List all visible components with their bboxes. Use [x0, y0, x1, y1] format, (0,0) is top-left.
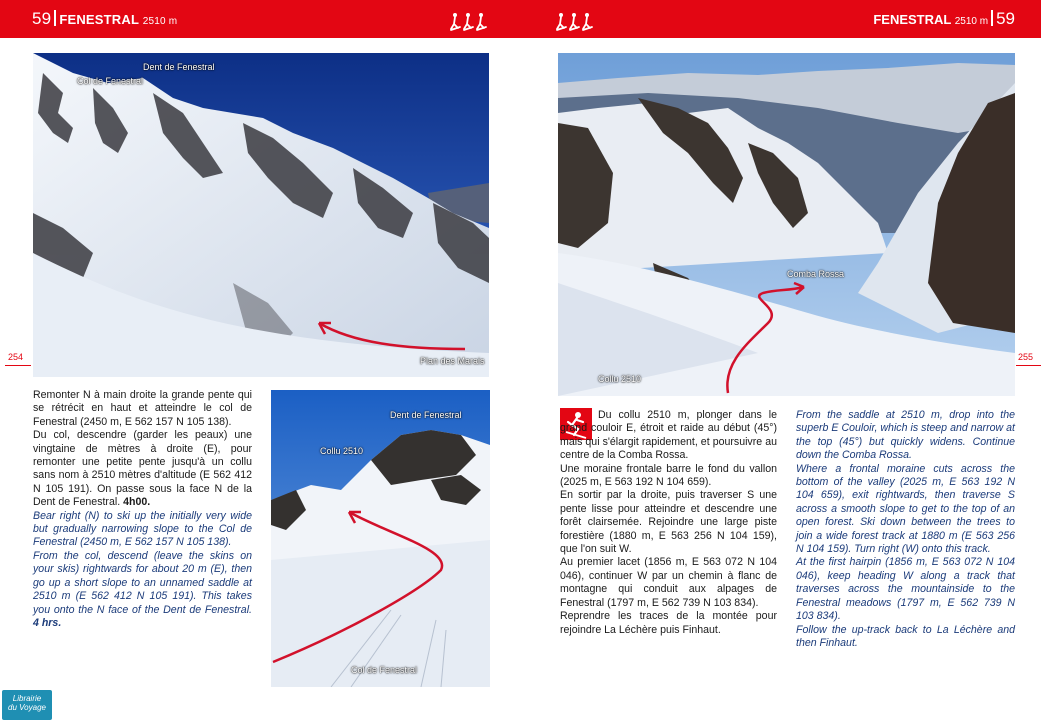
mountain-photo: [558, 53, 1015, 396]
label-collu-2510: Collu 2510: [598, 374, 642, 384]
right-running-head: [873, 9, 1015, 29]
paragraph-fr: Du collu 2510 m, plonger dans le grand couloir E, étroit et raide au début (45°) mais qui s'élargit rapidement, et poursuivre au centre de la Comba Rossa.: [560, 409, 777, 462]
left-page-number: 59: [32, 9, 52, 28]
label-collu-2510: Collu 2510: [320, 446, 364, 456]
paragraph-en: Follow the up-track back to La Léchère and then Finhaut.: [796, 623, 1015, 649]
paragraph-en: Where a frontal moraine cuts across the bottom of the valley (2025 m, E 563 192 N 104 659), exit rightwards, then traverse S across a smooth slope to get to the top of an open forest. Ski down between the trees to join a wide forest track at 1880 m (E 563 256 N 104 159). Turn right (W) onto this track.: [796, 462, 1015, 556]
paragraph-en: At the first hairpin (1856 m, E 563 072 N 104 046), keep heading W along a track that traverses across the mountainside to the Fenestral meadows (1797 m, E 562 739 N 103 834).: [796, 556, 1015, 623]
mountain-photo: [271, 390, 490, 687]
paragraph-fr: Remonter N à main droite la grande pente qui se rétrécit en haut et atteindre le col de Fenestral (2450 m, E 562 157 N 105 138).: [33, 389, 252, 428]
label-col-de-fenestral: Col de Fenestral: [77, 76, 144, 86]
right-altitude: 2510 m: [954, 16, 989, 27]
paragraph-fr: Au premier lacet (1856 m, E 563 072 N 104 046), continuer W par un chemin à flanc de montagne qui conduit aux alpages de Fenestral (1797 m, E 562 739 N 103 834).: [560, 556, 777, 609]
left-text-column: [33, 389, 252, 630]
left-title: FENESTRAL: [59, 12, 139, 27]
label-dent-de-fenestral: Dent de Fenestral: [143, 62, 215, 72]
middle-text-column: [560, 409, 777, 637]
paragraph-en: Bear right (N) to ski up the initially very wide but gradually narrowing slope to the Col de Fenestral (2450 m, E 562 157 N 105 138).: [33, 509, 252, 549]
label-dent-de-fenestral: Dent de Fenestral: [390, 410, 462, 420]
time-fr: 4h00.: [123, 496, 151, 509]
paragraph-fr: En sortir par la droite, puis traverser S une pente lisse pour atteindre et descendre une forêt clairsemée. Rejoindre une large piste forestière (1880 m, E 563 256 N 104 159), que l'on suit W.: [560, 489, 777, 556]
paragraph-fr: Reprendre les traces de la montée pour rejoindre La Léchère puis Finhaut.: [560, 610, 777, 636]
head-divider: [54, 10, 56, 26]
head-divider: [991, 10, 993, 26]
right-page-number: 59: [996, 9, 1015, 28]
folio-rule: [1016, 365, 1041, 366]
right-folio: 255: [1018, 352, 1034, 362]
label-col-de-fenestral: Col de Fenestral: [351, 665, 418, 675]
folio-rule: [5, 365, 31, 366]
left-altitude: 2510 m: [142, 16, 178, 27]
header-band: [0, 0, 1041, 38]
paragraph-fr: Une moraine frontale barre le fond du vallon (2025 m, E 563 192 N 104 659).: [560, 462, 777, 489]
right-title: FENESTRAL: [873, 12, 952, 27]
photo-collu-2510: [271, 390, 490, 687]
label-plan-des-marais: Plan des Marais: [420, 356, 485, 366]
time-en: 4 hrs.: [33, 616, 62, 629]
photo-north-face: [33, 53, 489, 377]
left-running-head: [32, 9, 177, 29]
skiers-icon: [555, 12, 595, 32]
mountain-photo: [33, 53, 489, 377]
watermark-logo: Librairie du Voyage: [2, 690, 52, 720]
skiers-icon: [449, 12, 489, 32]
paragraph-en: From the saddle at 2510 m, drop into the superb E Couloir, which is steep and narrow at the top (45°) but quickly widens. Continue down the Comba Rossa.: [796, 409, 1015, 462]
paragraph-fr: Du col, descendre (garder les peaux) une vingtaine de mètres à droite (E), pour remonter une petite pente jusqu'à un collu sans nom à 2510 mètres d'altitude (E 562 412 N 105 191). On passe sous la face N de la Dent de Fenestral. 4h00.: [33, 429, 252, 509]
right-text-column: [796, 409, 1015, 650]
label-comba-rossa: Comba Rossa: [787, 269, 845, 279]
photo-comba-rossa: [558, 53, 1015, 396]
left-folio: 254: [8, 352, 24, 362]
paragraph-en: From the col, descend (leave the skins on your skis) rightwards for about 20 m (E), then go up a short slope to an unnamed saddle at 2510 m (E 562 412 N 105 191). This takes you onto the N face of the Dent de Fenestral. 4 hrs.: [33, 549, 252, 629]
